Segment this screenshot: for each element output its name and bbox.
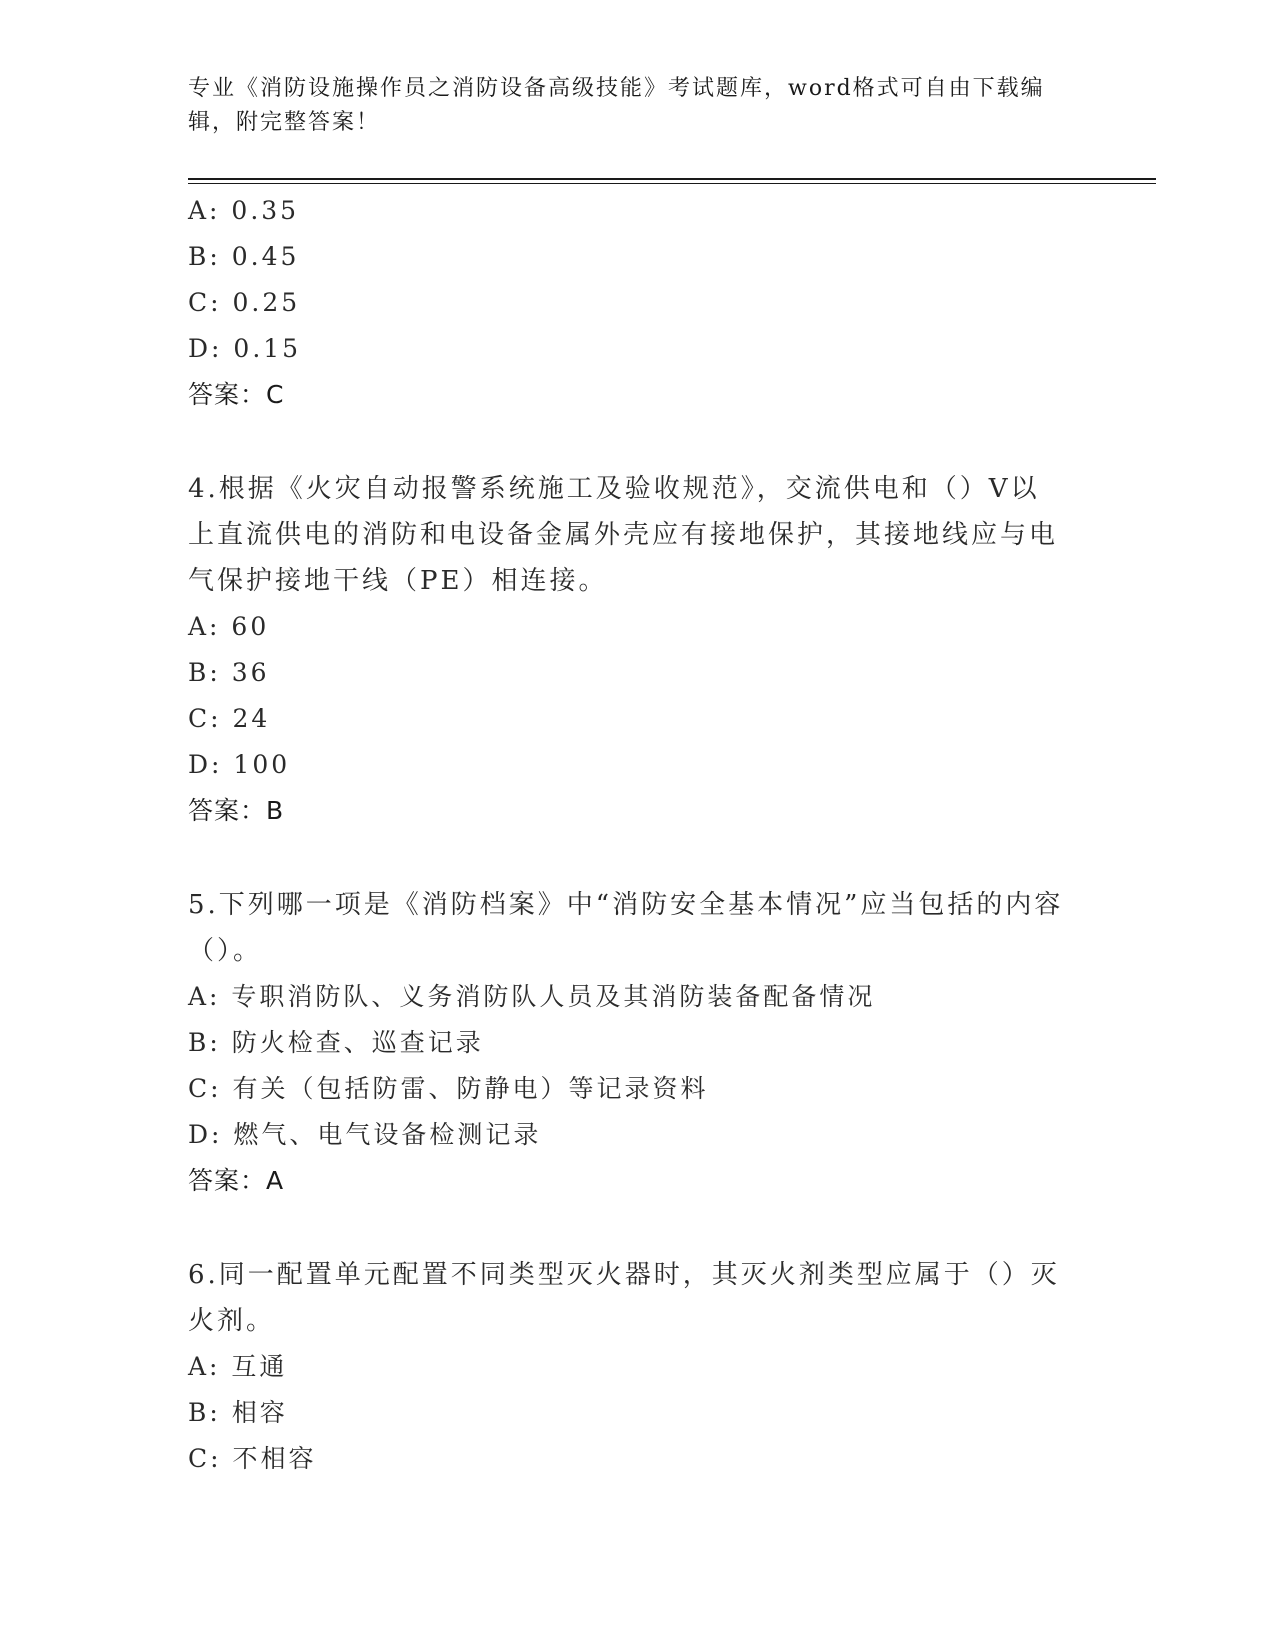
q3-answer: 答案：C [188, 380, 285, 409]
q6-option-c: C: 不相容 [188, 1444, 317, 1473]
q6-question-text: 6.同一配置单元配置不同类型灭火器时，其灭火剂类型应属于（）灭火剂。 [188, 1260, 1060, 1336]
question-3-block [188, 188, 1088, 418]
question-6-block [188, 1252, 1088, 1482]
q3-option-c: C: 0.25 [188, 288, 301, 317]
q6-option-b: B: 相容 [188, 1398, 288, 1427]
q3-option-d: D: 0.15 [188, 334, 302, 363]
header-divider-thick [188, 178, 1156, 180]
question-4-block [188, 466, 1088, 834]
q4-option-c: C: 24 [188, 704, 271, 733]
q5-option-c: C: 有关（包括防雷、防静电）等记录资料 [188, 1074, 709, 1103]
q4-answer: 答案：B [188, 796, 285, 825]
q4-question-text: 4.根据《火灾自动报警系统施工及验收规范》，交流供电和（）V以上直流供电的消防和电设备金属外壳应有接地保护，其接地线应与电气保护接地干线（PE）相连接。 [188, 474, 1059, 596]
q5-option-b: B: 防火检查、巡查记录 [188, 1028, 484, 1057]
q4-option-b: B: 36 [188, 658, 270, 687]
question-5-block [188, 882, 1088, 1204]
header-divider-thin [188, 183, 1156, 184]
q5-option-a: A: 专职消防队、义务消防队人员及其消防装备配备情况 [188, 982, 876, 1011]
q4-option-a: A: 60 [188, 612, 270, 641]
q5-option-d: D: 燃气、电气设备检测记录 [188, 1120, 542, 1149]
document-header: 专业《消防设施操作员之消防设备高级技能》考试题库，word格式可自由下载编辑，附完整答案！ [188, 76, 1045, 135]
q5-question-text: 5.下列哪一项是《消防档案》中“消防安全基本情况”应当包括的内容（）。 [188, 890, 1064, 966]
q3-option-a: A: 0.35 [188, 196, 300, 225]
question-list [188, 188, 1088, 1482]
q3-option-b: B: 0.45 [188, 242, 300, 271]
q6-option-a: A: 互通 [188, 1352, 288, 1381]
q4-option-d: D: 100 [188, 750, 291, 779]
q5-answer: 答案：A [188, 1166, 285, 1195]
